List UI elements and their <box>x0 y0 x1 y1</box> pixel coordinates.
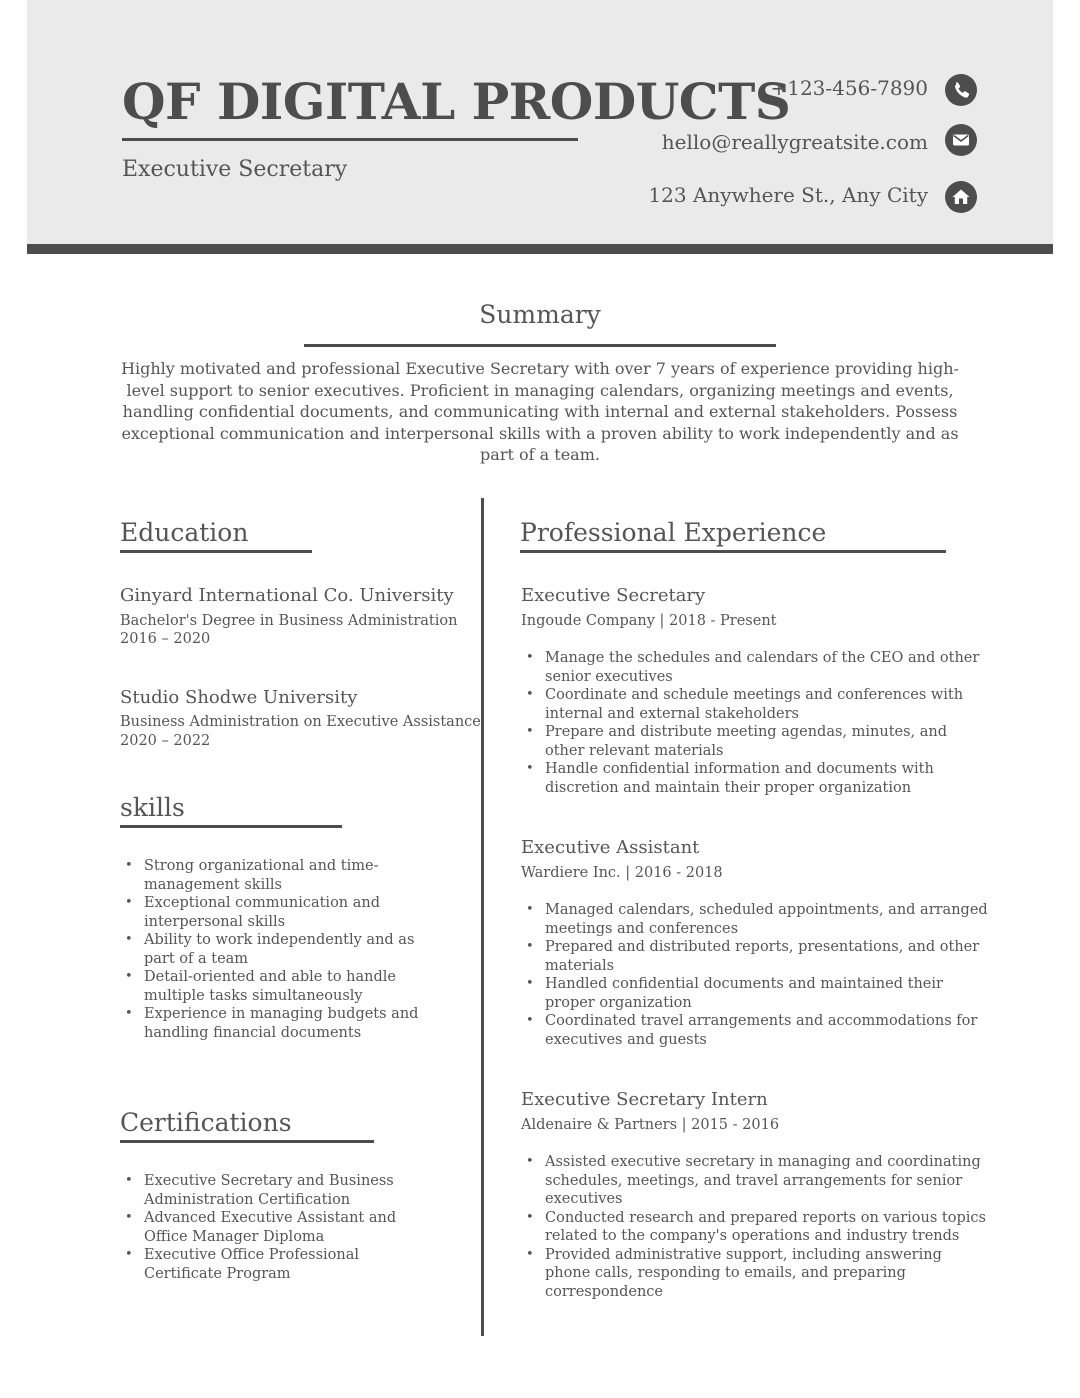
skill-item: • Detail-oriented and able to handle multiple tasks simultaneously <box>120 968 440 1005</box>
job-role: Executive Secretary <box>122 157 348 182</box>
certification-item: • Executive Secretary and Business Administration Certification <box>120 1172 440 1209</box>
job-title: Executive Secretary <box>521 585 706 606</box>
certifications-heading: Certifications <box>120 1108 292 1137</box>
job-bullet: • Prepare and distribute meeting agendas, minutes, and other relevant materials <box>521 723 991 760</box>
education-degree: Bachelor's Degree in Business Administration <box>120 613 458 629</box>
certification-item: • Executive Office Professional Certificate Program <box>120 1246 440 1283</box>
skill-item: • Ability to work independently and as part of a team <box>120 931 440 968</box>
skills-underline <box>120 825 342 828</box>
job-bullet: • Prepared and distributed reports, presentations, and other materials <box>521 938 991 975</box>
education-underline <box>120 550 312 553</box>
experience-heading: Professional Experience <box>520 518 827 547</box>
skill-item: • Experience in managing budgets and handling financial documents <box>120 1005 440 1042</box>
education-years: 2016 – 2020 <box>120 631 211 647</box>
address-text: 123 Anywhere St., Any City <box>648 183 928 207</box>
skills-heading: skills <box>120 793 185 822</box>
skill-item: • Exceptional communication and interpersonal skills <box>120 894 440 931</box>
header-bottom-bar <box>27 244 1053 254</box>
education-school: Studio Shodwe University <box>120 687 358 708</box>
summary-paragraph: Highly motivated and professional Executive Secretary with over 7 years of experience providing high-level support to senior executives. Proficient in managing calendars, organizing meetings and events, handling confidential documents, and communicating with internal and external stakeholders. Possess exceptional communication and interpersonal skills with a proven ability to work independently and as part of a team. <box>121 359 959 464</box>
job-bullet: • Managed calendars, scheduled appointments, and arranged meetings and conferences <box>521 901 991 938</box>
certifications-list <box>120 1172 440 1283</box>
name-underline <box>122 138 578 141</box>
home-icon <box>945 181 977 213</box>
certifications-underline <box>120 1140 374 1143</box>
summary-underline <box>304 344 776 347</box>
certification-item: • Advanced Executive Assistant and Office Manager Diploma <box>120 1209 440 1246</box>
job-bullet: • Manage the schedules and calendars of the CEO and other senior executives <box>521 649 991 686</box>
job-bullet: • Assisted executive secretary in managing and coordinating schedules, meetings, and travel arrangements for senior executives <box>521 1153 991 1209</box>
skill-item: • Strong organizational and time-management skills <box>120 857 440 894</box>
job-bullets <box>521 1153 991 1301</box>
experience-underline <box>520 550 946 553</box>
mail-icon <box>945 124 977 156</box>
education-degree: Business Administration on Executive Assistance <box>120 714 481 730</box>
skills-list <box>120 857 440 1042</box>
job-title: Executive Assistant <box>521 837 700 858</box>
job-bullet: • Handle confidential information and documents with discretion and maintain their proper organization <box>521 760 991 797</box>
job-company: Ingoude Company | 2018 - Present <box>521 613 777 629</box>
job-title: Executive Secretary Intern <box>521 1089 768 1110</box>
job-bullet: • Provided administrative support, including answering phone calls, responding to emails, and preparing correspondence <box>521 1246 991 1302</box>
job-bullet: • Handled confidential documents and maintained their proper organization <box>521 975 991 1012</box>
phone-icon <box>945 74 977 106</box>
job-bullets <box>521 901 991 1049</box>
job-company: Aldenaire & Partners | 2015 - 2016 <box>521 1117 780 1133</box>
education-years: 2020 – 2022 <box>120 733 211 749</box>
phone-text: +123-456-7890 <box>770 76 928 100</box>
job-bullets <box>521 649 991 797</box>
job-company: Wardiere Inc. | 2016 - 2018 <box>521 865 723 881</box>
education-school: Ginyard International Co. University <box>120 585 454 606</box>
job-bullet: • Conducted research and prepared reports on various topics related to the company's operations and industry trends <box>521 1209 991 1246</box>
email-text: hello@reallygreatsite.com <box>661 130 928 154</box>
job-bullet: • Coordinated travel arrangements and accommodations for executives and guests <box>521 1012 991 1049</box>
summary-heading: Summary <box>479 300 601 329</box>
column-divider <box>481 498 484 1336</box>
company-name: QF DIGITAL PRODUCTS <box>122 72 791 131</box>
education-heading: Education <box>120 518 249 547</box>
job-bullet: • Coordinate and schedule meetings and conferences with internal and external stakeholders <box>521 686 991 723</box>
